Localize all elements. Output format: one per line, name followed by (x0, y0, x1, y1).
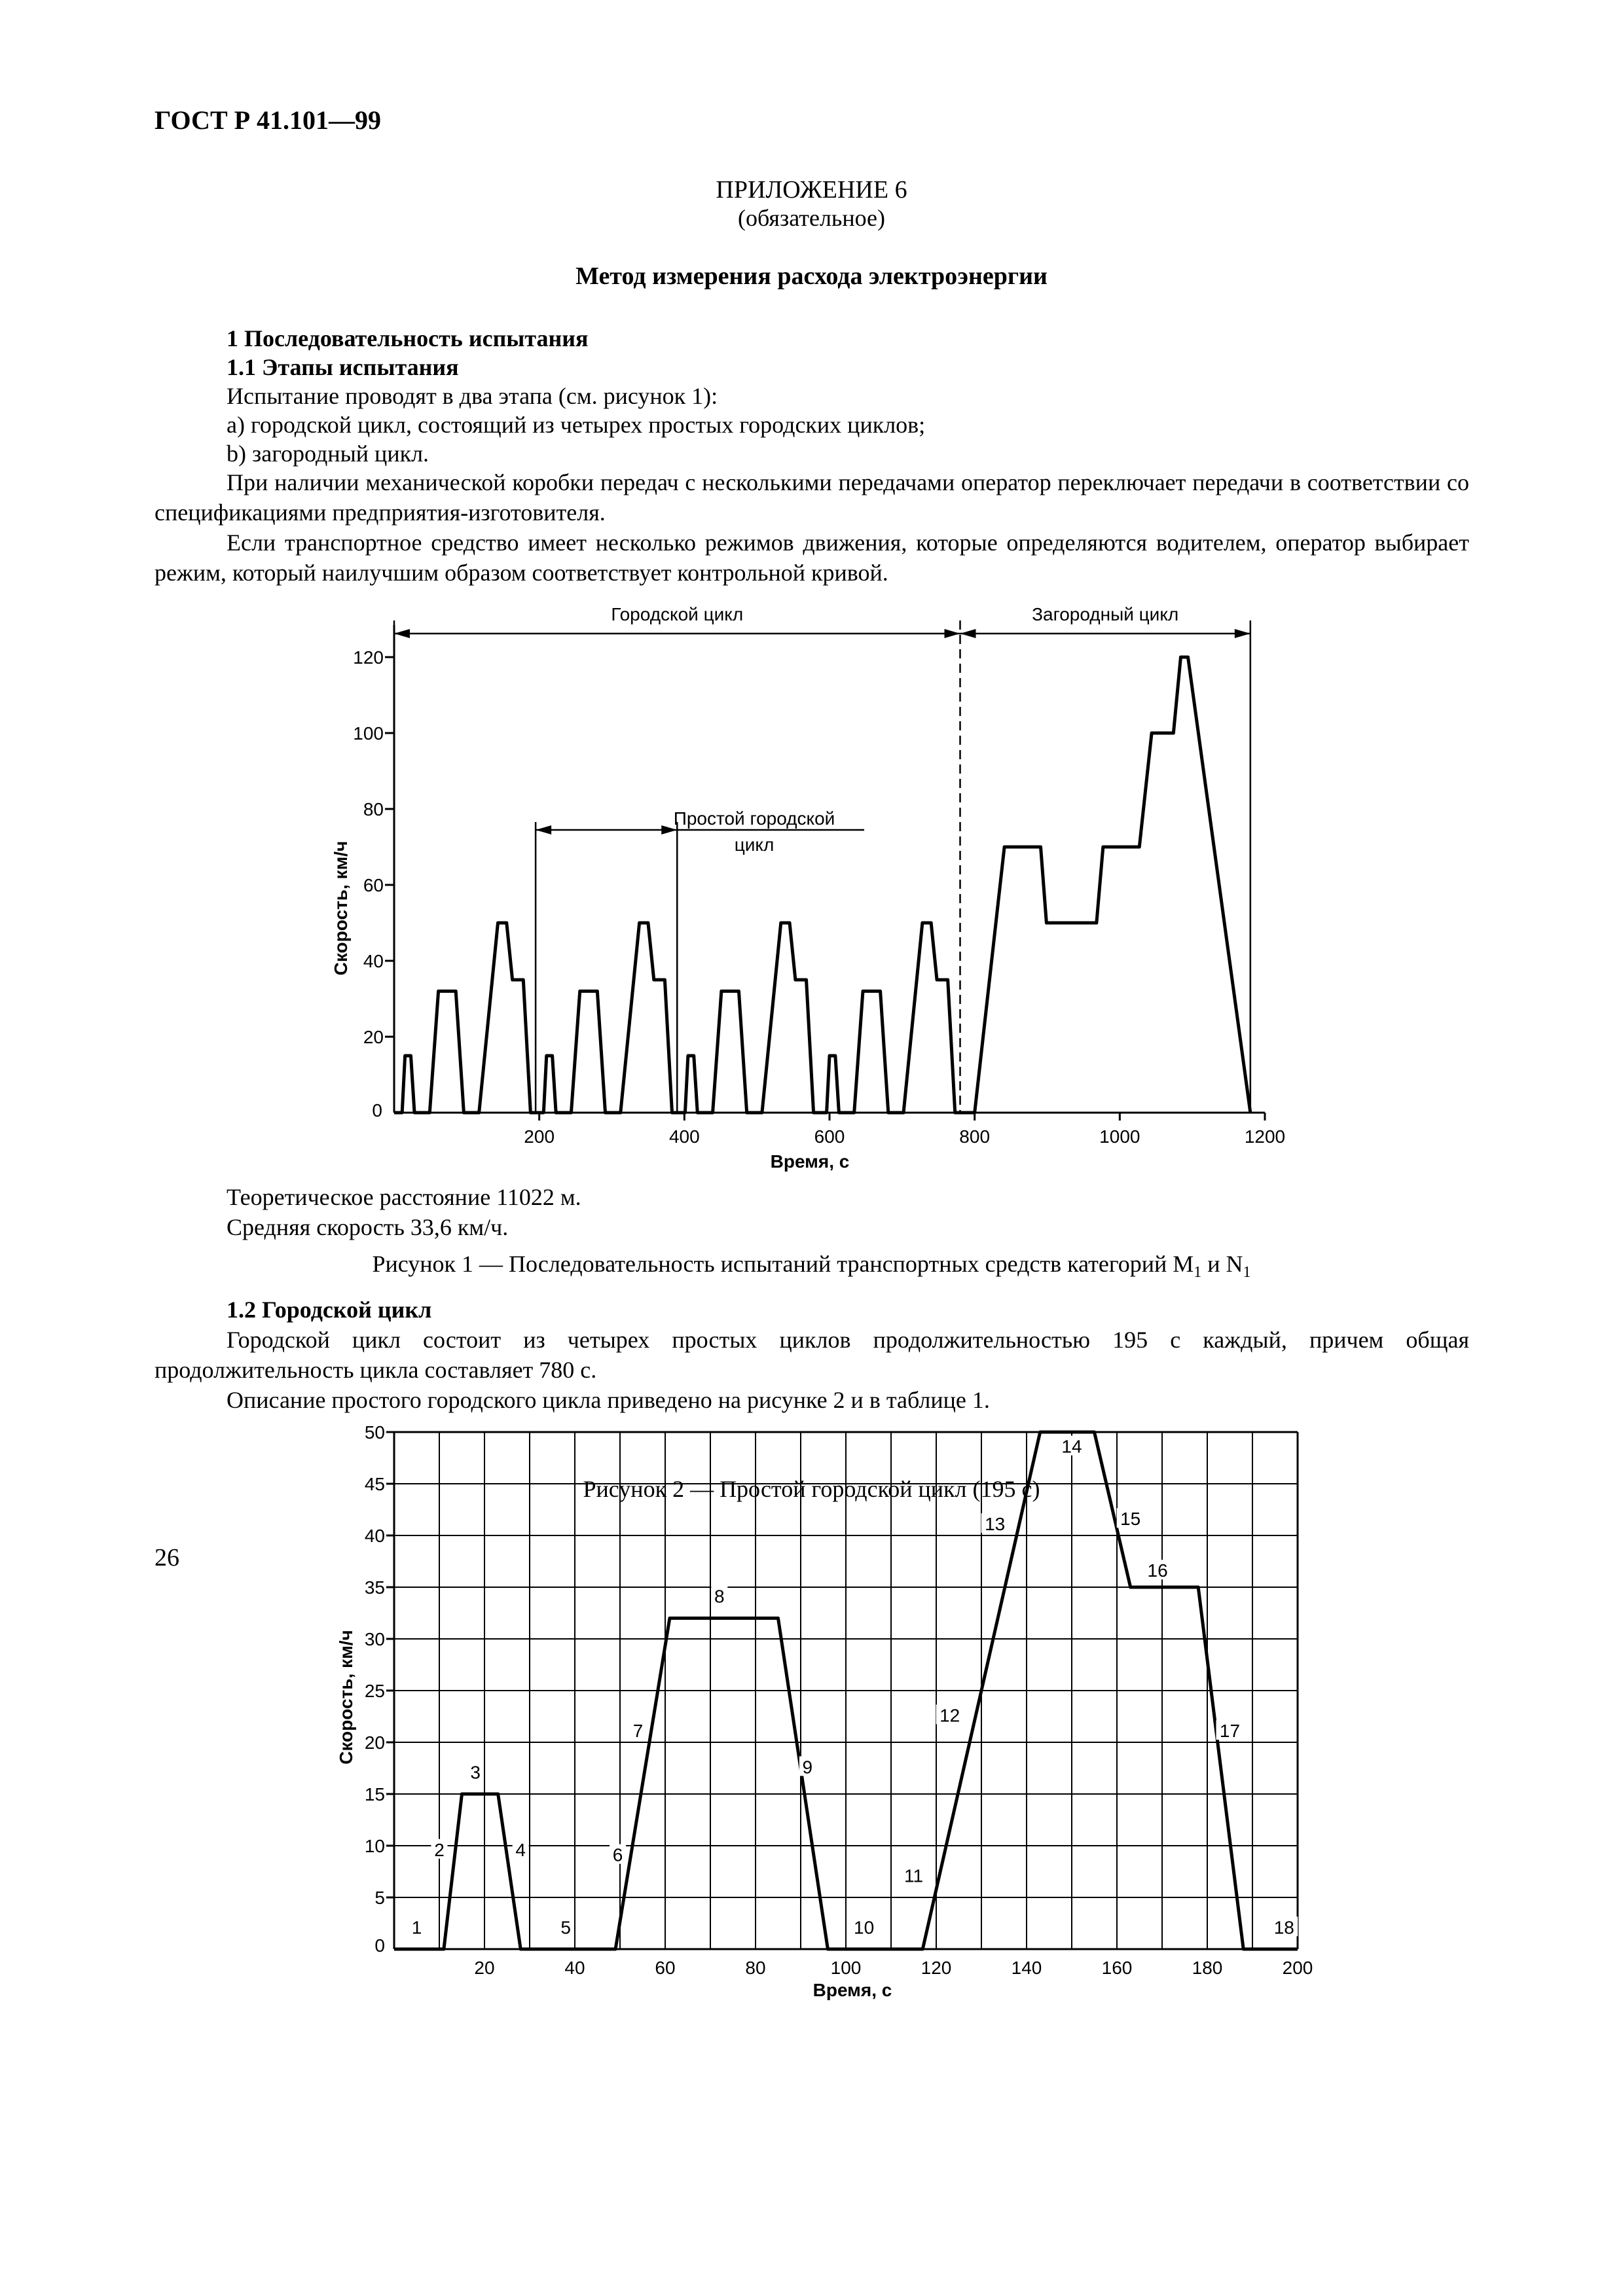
x-tick-label: 200 (1282, 1958, 1313, 1978)
y-tick-label: 80 (363, 799, 384, 819)
urban-cycle-arrow-head-left (394, 629, 410, 638)
section-1-2-heading: 1.2 Городской цикл (227, 1297, 432, 1323)
x-tick-label: 800 (959, 1126, 991, 1147)
phase-label: 12 (939, 1705, 960, 1726)
phase-label: 6 (612, 1844, 623, 1865)
list-item-a: a) городской цикл, состоящий из четырех простых городских циклов; (227, 412, 926, 438)
phase-label: 11 (903, 1865, 924, 1886)
section-1-heading: 1 Последовательность испытания (227, 325, 589, 351)
simple-cycle-arrow-head-left (536, 825, 551, 834)
y-tick-label: 50 (364, 1422, 385, 1443)
phase-label: 10 (854, 1917, 875, 1938)
figure-1-plot (331, 604, 1285, 1172)
section-1-1-heading: 1.1 Этапы испытания (227, 354, 459, 380)
phase-label: 4 (515, 1839, 526, 1860)
phase-label: 13 (985, 1514, 1006, 1535)
figure-2-plot (336, 1422, 1313, 2000)
y-tick-label: 5 (374, 1888, 385, 1908)
x-tick-label: 180 (1192, 1958, 1223, 1978)
paragraph-urban-cycle: Городской цикл состоит из четырех простых циклов продолжительностью 195 с каждый, причем общая продолжительность цикла составляет 780 с. (155, 1327, 1469, 1383)
extra-urban-arrow-head-left (960, 629, 976, 638)
document-title: Метод измерения расхода электроэнергии (575, 262, 1048, 290)
paragraph-intro: Испытание проводят в два этапа (см. рисунок 1): (227, 383, 718, 409)
speed-curve (394, 657, 1250, 1113)
figure-1-distance-note: Теоретическое расстояние 11022 м. (227, 1184, 581, 1210)
phase-label: 2 (434, 1839, 445, 1860)
x-tick-label: 20 (474, 1958, 495, 1978)
simple-cycle-label-2: цикл (734, 834, 775, 855)
phase-label: 7 (632, 1721, 644, 1742)
y-axis-label: Скорость, км/ч (331, 840, 351, 976)
urban-cycle-label: Городской цикл (611, 604, 744, 624)
x-tick-label: 1200 (1244, 1126, 1286, 1147)
paragraph-gearbox: При наличии механической коробки передач с несколькими передачами оператор переключает передачи в соответствии со спецификациями предприятия-изготовителя. (155, 469, 1469, 526)
appendix-title: ПРИЛОЖЕНИЕ 6 (716, 176, 907, 204)
x-tick-label: 160 (1101, 1958, 1133, 1978)
extra-urban-label: Загородный цикл (1032, 604, 1179, 624)
y-axis-label: Скорость, км/ч (336, 1630, 356, 1765)
y-tick-label: 45 (364, 1474, 385, 1494)
y-tick-label: 35 (364, 1577, 385, 1598)
x-tick-label: 120 (921, 1958, 952, 1978)
x-tick-label: 1000 (1099, 1126, 1140, 1147)
phase-label: 9 (802, 1757, 813, 1778)
simple-cycle-label: Простой городской (673, 808, 835, 829)
y-tick-label: 30 (364, 1629, 385, 1649)
phase-label: 8 (714, 1586, 725, 1607)
phase-label: 18 (1273, 1917, 1294, 1938)
figure-2-caption: Рисунок 2 — Простой городской цикл (195 с) (583, 1476, 1040, 1502)
figure-1-caption: Рисунок 1 — Последовательность испытаний транспортных средств категорий $M_1$ и $N_1$ (372, 1251, 1251, 1282)
phase-label: 16 (1147, 1560, 1168, 1581)
y-tick-label: 100 (353, 723, 384, 744)
y-tick-label: 20 (363, 1027, 384, 1047)
page-number: 26 (155, 1544, 179, 1571)
y-tick-label: 40 (363, 951, 384, 971)
y-tick-label: 15 (364, 1784, 385, 1804)
list-item-b: b) загородный цикл. (227, 440, 429, 467)
paragraph-description: Описание простого городского цикла приведено на рисунке 2 и в таблице 1. (227, 1387, 990, 1413)
x-tick-label: 200 (524, 1126, 555, 1147)
x-tick-label: 400 (668, 1126, 700, 1147)
x-tick-label: 600 (814, 1126, 845, 1147)
y-tick-label: 20 (364, 1732, 385, 1753)
phase-label: 14 (1061, 1436, 1082, 1457)
x-tick-label: 140 (1011, 1958, 1042, 1978)
paragraph-modes: Если транспортное средство имеет несколько режимов движения, которые определяются водителем, оператор выбирает режим, который наилучшим образом соответствует контрольной кривой. (155, 529, 1469, 586)
document-header: ГОСТ Р 41.101—99 (155, 105, 382, 135)
figure-1-speed-note: Средняя скорость 33,6 км/ч. (227, 1214, 509, 1240)
phase-label: 1 (411, 1917, 422, 1938)
y-tick-label: 40 (364, 1526, 385, 1546)
extra-urban-arrow-head-right (1235, 629, 1250, 638)
y-tick-label: 10 (364, 1836, 385, 1856)
x-axis-label: Время, с (812, 1980, 892, 2000)
origin-label: 0 (374, 1935, 385, 1956)
appendix-status: (обязательное) (738, 205, 885, 231)
y-tick-label: 25 (364, 1681, 385, 1701)
x-tick-label: 100 (830, 1958, 862, 1978)
x-tick-label: 40 (564, 1958, 585, 1978)
phase-label: 17 (1219, 1721, 1241, 1742)
phase-label: 15 (1120, 1509, 1141, 1530)
y-tick-label: 60 (363, 875, 384, 895)
x-tick-label: 60 (655, 1958, 676, 1978)
x-axis-label: Время, с (770, 1151, 850, 1172)
phase-label: 3 (470, 1762, 481, 1783)
phase-label: 5 (560, 1917, 571, 1938)
origin-label: 0 (372, 1100, 382, 1121)
urban-cycle-arrow-head-right (945, 629, 960, 638)
x-tick-label: 80 (745, 1958, 766, 1978)
y-tick-label: 120 (353, 647, 384, 668)
